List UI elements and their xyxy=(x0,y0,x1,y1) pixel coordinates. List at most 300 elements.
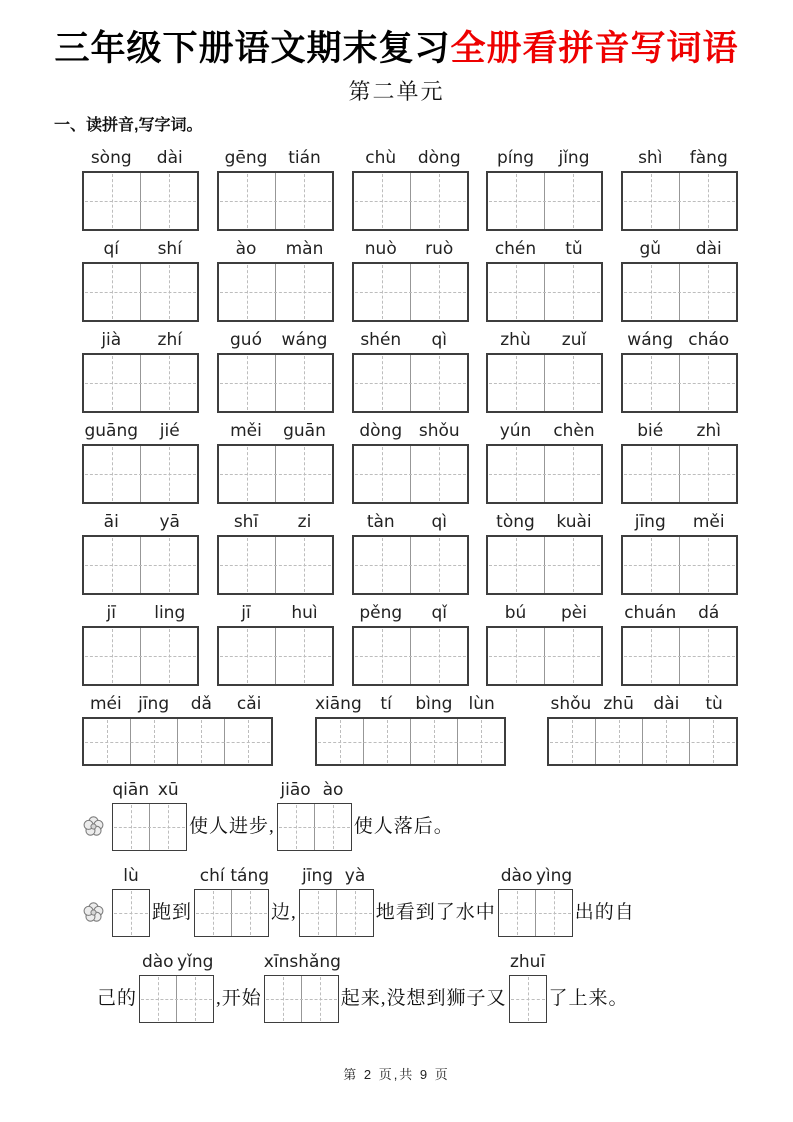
pinyin-syllable: qǐ xyxy=(431,603,447,623)
writing-cell xyxy=(301,976,338,1022)
writing-box xyxy=(486,262,603,322)
pinyin-syllable: jī xyxy=(241,603,251,623)
writing-cell xyxy=(679,264,736,320)
writing-cell xyxy=(544,537,601,593)
pinyin-word xyxy=(486,239,603,259)
pinyin-word xyxy=(194,866,269,886)
pinyin-word xyxy=(82,148,199,168)
writing-cell xyxy=(363,719,410,764)
pinyin-syllable: zhuī xyxy=(509,952,546,972)
pinyin-word xyxy=(217,603,334,623)
writing-cell xyxy=(623,264,679,320)
pinyin-syllable: jī xyxy=(106,603,116,623)
pinyin-syllable: dǎ xyxy=(190,694,212,714)
instruction-text: 一、读拼音,写字词。 xyxy=(54,117,203,134)
writing-box xyxy=(352,171,469,231)
writing-cell xyxy=(544,173,601,229)
sentence-row xyxy=(82,950,793,1023)
sentence-text: 己的 xyxy=(97,988,138,1009)
writing-cell xyxy=(219,173,275,229)
pinyin-syllable: shì xyxy=(638,148,663,168)
word-group xyxy=(486,421,603,504)
pinyin-syllable: shǒu xyxy=(418,421,460,441)
writing-cell xyxy=(130,719,177,764)
pinyin-syllable: xīn xyxy=(263,952,290,972)
pinyin-syllable: zhū xyxy=(603,694,634,714)
writing-cell xyxy=(84,628,140,684)
sentence-text: 了上来。 xyxy=(548,988,629,1009)
pinyin-syllable: gǔ xyxy=(639,239,662,259)
word-group xyxy=(621,421,738,504)
writing-cell xyxy=(219,446,275,502)
sentence-text: 使人进步, xyxy=(189,816,275,837)
pinyin-syllable: zhù xyxy=(500,330,531,350)
writing-box xyxy=(217,444,334,504)
writing-cell xyxy=(488,355,544,411)
writing-box xyxy=(82,262,199,322)
pinyin-syllable: jīng xyxy=(302,866,334,886)
pinyin-syllable: guāng xyxy=(84,421,139,441)
writing-cell xyxy=(623,537,679,593)
sentence-text: ,开始 xyxy=(216,988,262,1009)
word-group xyxy=(82,148,199,231)
word-group xyxy=(352,239,469,322)
word-group xyxy=(352,421,469,504)
pinyin-syllable: táng xyxy=(230,866,270,886)
writing-box xyxy=(112,803,187,851)
writing-box xyxy=(621,626,738,686)
word-group xyxy=(82,239,199,322)
writing-cell xyxy=(113,804,149,850)
pinyin-syllable: xū xyxy=(157,780,179,800)
writing-cell xyxy=(275,173,332,229)
writing-box xyxy=(486,353,603,413)
section-title: 第二单元 xyxy=(348,79,445,104)
writing-cell xyxy=(275,537,332,593)
title-black-part: 三年级下册语文期末复习 xyxy=(54,29,451,68)
sentence-section xyxy=(0,778,793,1036)
pinyin-syllable: huì xyxy=(291,603,318,623)
pinyin-syllable: dài xyxy=(156,148,183,168)
writing-box xyxy=(621,444,738,504)
pinyin-word xyxy=(486,603,603,623)
pinyin-syllable: jīng xyxy=(634,512,666,532)
word-group xyxy=(621,330,738,413)
pinyin-syllable: kuài xyxy=(556,512,592,532)
writing-cell xyxy=(354,537,410,593)
pinyin-word xyxy=(352,148,469,168)
writing-box xyxy=(621,171,738,231)
writing-cell xyxy=(314,804,351,850)
writing-cell xyxy=(499,890,535,936)
idiom-group xyxy=(547,694,738,766)
word-group xyxy=(352,603,469,686)
pinyin-syllable: jié xyxy=(159,421,180,441)
word-group xyxy=(486,603,603,686)
writing-cell xyxy=(219,264,275,320)
pinyin-syllable: yǐng xyxy=(177,952,214,972)
pinyin-syllable: měi xyxy=(692,512,725,532)
writing-cell xyxy=(595,719,642,764)
sentence-word-group xyxy=(139,952,214,1023)
writing-cell xyxy=(140,264,197,320)
word-group xyxy=(82,421,199,504)
pinyin-word xyxy=(82,694,273,714)
writing-cell xyxy=(278,804,314,850)
writing-box xyxy=(217,171,334,231)
writing-cell xyxy=(354,446,410,502)
pinyin-syllable: jiāo xyxy=(280,780,311,800)
sentence-word-group xyxy=(112,866,150,937)
writing-cell xyxy=(354,628,410,684)
writing-cell xyxy=(113,890,149,936)
pinyin-word xyxy=(299,866,374,886)
pinyin-syllable: zhì xyxy=(696,421,721,441)
writing-cell xyxy=(224,719,271,764)
title-red-part: 全册看拼音写词语 xyxy=(450,29,739,68)
pinyin-syllable: qì xyxy=(431,512,447,532)
writing-cell xyxy=(336,890,373,936)
pinyin-word xyxy=(217,239,334,259)
writing-box xyxy=(82,171,199,231)
writing-cell xyxy=(219,355,275,411)
pinyin-syllable: zi xyxy=(297,512,312,532)
pinyin-word xyxy=(352,330,469,350)
sentence-text: 跑到 xyxy=(152,902,193,923)
writing-box xyxy=(299,889,374,937)
word-group xyxy=(217,421,334,504)
writing-box xyxy=(509,975,547,1023)
writing-cell xyxy=(410,719,457,764)
pinyin-word xyxy=(315,694,506,714)
writing-box xyxy=(352,353,469,413)
writing-cell xyxy=(410,446,467,502)
writing-cell xyxy=(679,446,736,502)
writing-box xyxy=(217,353,334,413)
pinyin-syllable: dòng xyxy=(359,421,403,441)
pinyin-syllable: shǒu xyxy=(550,694,592,714)
writing-cell xyxy=(275,264,332,320)
pinyin-word xyxy=(621,330,738,350)
sentence-word-group xyxy=(112,780,187,851)
pinyin-syllable: shī xyxy=(233,512,259,532)
writing-cell xyxy=(231,890,268,936)
writing-cell xyxy=(84,446,140,502)
pinyin-word xyxy=(82,421,199,441)
pinyin-syllable: fàng xyxy=(689,148,728,168)
sentence-word-group xyxy=(509,952,547,1023)
writing-cell xyxy=(457,719,504,764)
writing-cell xyxy=(623,628,679,684)
writing-cell xyxy=(275,628,332,684)
pinyin-word xyxy=(509,952,547,972)
pinyin-syllable: měi xyxy=(230,421,262,441)
writing-cell xyxy=(544,446,601,502)
writing-cell xyxy=(544,355,601,411)
pinyin-syllable: lùn xyxy=(468,694,495,714)
writing-cell xyxy=(140,628,197,684)
pinyin-word xyxy=(82,330,199,350)
word-group xyxy=(486,512,603,595)
pinyin-syllable: jīng xyxy=(138,694,170,714)
sentence-row xyxy=(82,864,793,937)
pinyin-syllable: guān xyxy=(283,421,326,441)
pinyin-syllable: qí xyxy=(103,239,119,259)
writing-box xyxy=(547,717,738,766)
writing-cell xyxy=(317,719,363,764)
writing-cell xyxy=(510,976,546,1022)
word-group xyxy=(352,512,469,595)
sentence-word-group xyxy=(194,866,270,937)
writing-cell xyxy=(689,719,736,764)
word-group xyxy=(621,512,738,595)
writing-cell xyxy=(410,173,467,229)
writing-box xyxy=(217,626,334,686)
pinyin-syllable: wáng xyxy=(281,330,328,350)
pinyin-syllable: ruò xyxy=(425,239,454,259)
word-group xyxy=(217,512,334,595)
word-group xyxy=(486,239,603,322)
word-group xyxy=(486,148,603,231)
flower-icon xyxy=(82,815,105,838)
writing-box xyxy=(352,262,469,322)
writing-cell xyxy=(488,537,544,593)
writing-cell xyxy=(410,628,467,684)
pinyin-syllable: gēng xyxy=(224,148,268,168)
pinyin-syllable: shén xyxy=(360,330,402,350)
pinyin-syllable: bié xyxy=(637,421,664,441)
pinyin-syllable: chèn xyxy=(553,421,595,441)
pinyin-word xyxy=(264,952,339,972)
writing-cell xyxy=(549,719,595,764)
sentence-text: 出的自 xyxy=(574,902,635,923)
writing-cell xyxy=(84,719,130,764)
pinyin-syllable: jià xyxy=(101,330,122,350)
idiom-group xyxy=(82,694,273,766)
writing-box xyxy=(82,444,199,504)
pinyin-syllable: tí xyxy=(380,694,392,714)
writing-box xyxy=(139,975,214,1023)
pinyin-word xyxy=(486,421,603,441)
writing-cell xyxy=(679,355,736,411)
pinyin-syllable: dài xyxy=(653,694,680,714)
sentence-word-group xyxy=(299,866,374,937)
pinyin-word xyxy=(217,512,334,532)
pinyin-syllable: bìng xyxy=(415,694,453,714)
pinyin-syllable: shǎng xyxy=(289,952,341,972)
sentence-text: 边, xyxy=(271,902,297,923)
pinyin-syllable: dòng xyxy=(417,148,461,168)
pinyin-syllable: sòng xyxy=(90,148,132,168)
writing-cell xyxy=(354,264,410,320)
pinyin-word xyxy=(486,330,603,350)
pinyin-syllable: xiāng xyxy=(314,694,362,714)
sentence-word-group xyxy=(277,780,352,851)
pinyin-syllable: bú xyxy=(504,603,527,623)
writing-box xyxy=(486,535,603,595)
writing-box xyxy=(352,535,469,595)
writing-box xyxy=(82,535,199,595)
writing-cell xyxy=(354,173,410,229)
writing-cell xyxy=(410,537,467,593)
writing-box xyxy=(486,626,603,686)
writing-cell xyxy=(275,355,332,411)
writing-cell xyxy=(265,976,301,1022)
writing-cell xyxy=(623,446,679,502)
pinyin-word xyxy=(352,421,469,441)
word-row xyxy=(82,239,738,322)
writing-box xyxy=(498,889,573,937)
flower-icon xyxy=(82,901,105,924)
pinyin-syllable: guó xyxy=(230,330,262,350)
pinyin-word xyxy=(217,421,334,441)
writing-cell xyxy=(149,804,186,850)
writing-cell xyxy=(623,173,679,229)
pinyin-word xyxy=(621,239,738,259)
pinyin-word xyxy=(486,148,603,168)
writing-cell xyxy=(219,628,275,684)
pinyin-syllable: tián xyxy=(288,148,321,168)
writing-cell xyxy=(544,628,601,684)
writing-cell xyxy=(354,355,410,411)
writing-box xyxy=(82,717,273,766)
writing-cell xyxy=(275,446,332,502)
pinyin-syllable: ào xyxy=(235,239,257,259)
pinyin-syllable: tù xyxy=(705,694,723,714)
pinyin-syllable: ào xyxy=(322,780,344,800)
pinyin-syllable: cháo xyxy=(688,330,730,350)
writing-box xyxy=(112,889,150,937)
pinyin-syllable: shí xyxy=(157,239,182,259)
word-group xyxy=(352,148,469,231)
pinyin-word xyxy=(82,239,199,259)
page-footer: 第 2 页,共 9 页 xyxy=(343,1067,450,1082)
writing-box xyxy=(621,535,738,595)
pinyin-word xyxy=(277,780,352,800)
pinyin-syllable: zhí xyxy=(157,330,182,350)
idiom-row xyxy=(82,694,738,766)
writing-cell xyxy=(679,537,736,593)
sentence-text: 起来,没想到狮子又 xyxy=(340,988,507,1009)
writing-box xyxy=(352,626,469,686)
word-row xyxy=(82,330,738,413)
pinyin-syllable: tòng xyxy=(496,512,535,532)
pinyin-syllable: nuò xyxy=(364,239,397,259)
word-group xyxy=(621,239,738,322)
pinyin-syllable: chuán xyxy=(624,603,677,623)
pinyin-word xyxy=(621,603,738,623)
word-group xyxy=(621,603,738,686)
pinyin-syllable: yìng xyxy=(535,866,573,886)
pinyin-syllable: wáng xyxy=(627,330,674,350)
sentence-word-group xyxy=(498,866,573,937)
pinyin-syllable: tǔ xyxy=(565,239,583,259)
writing-box xyxy=(486,444,603,504)
writing-cell xyxy=(195,890,231,936)
pinyin-word xyxy=(352,512,469,532)
pinyin-word xyxy=(621,148,738,168)
pinyin-syllable: chù xyxy=(365,148,397,168)
pinyin-syllable: dào xyxy=(500,866,533,886)
writing-cell xyxy=(84,537,140,593)
pinyin-syllable: cǎi xyxy=(236,694,262,714)
pinyin-word xyxy=(486,512,603,532)
writing-cell xyxy=(176,976,213,1022)
pinyin-syllable: ling xyxy=(154,603,186,623)
writing-cell xyxy=(410,264,467,320)
writing-box xyxy=(621,353,738,413)
writing-box xyxy=(217,262,334,322)
pinyin-word xyxy=(352,603,469,623)
writing-box xyxy=(264,975,339,1023)
writing-cell xyxy=(219,537,275,593)
word-row xyxy=(82,603,738,686)
writing-box xyxy=(621,262,738,322)
pinyin-syllable: pěng xyxy=(359,603,403,623)
writing-cell xyxy=(488,173,544,229)
idiom-group xyxy=(314,694,506,766)
pinyin-syllable: méi xyxy=(90,694,122,714)
pinyin-syllable: chén xyxy=(494,239,537,259)
writing-cell xyxy=(140,537,197,593)
writing-cell xyxy=(488,264,544,320)
pinyin-word xyxy=(112,780,187,800)
pinyin-syllable: yā xyxy=(159,512,180,532)
writing-cell xyxy=(177,719,224,764)
pinyin-syllable: píng xyxy=(496,148,535,168)
writing-cell xyxy=(623,355,679,411)
writing-box xyxy=(82,626,199,686)
pinyin-word xyxy=(217,330,334,350)
pinyin-word xyxy=(352,239,469,259)
pinyin-syllable: màn xyxy=(285,239,324,259)
writing-cell xyxy=(140,355,197,411)
pinyin-word xyxy=(112,866,150,886)
pinyin-syllable: yà xyxy=(344,866,366,886)
writing-box xyxy=(486,171,603,231)
pinyin-word xyxy=(217,148,334,168)
pinyin-syllable: lù xyxy=(123,866,139,886)
writing-cell xyxy=(544,264,601,320)
writing-box xyxy=(352,444,469,504)
word-group xyxy=(82,330,199,413)
word-row xyxy=(82,421,738,504)
writing-cell xyxy=(140,446,197,502)
sentence-word-group xyxy=(263,952,341,1023)
word-row xyxy=(82,148,738,231)
page-title xyxy=(0,0,793,72)
word-group xyxy=(486,330,603,413)
word-group xyxy=(82,512,199,595)
pinyin-syllable: pèi xyxy=(561,603,587,623)
pinyin-syllable: zuǐ xyxy=(561,330,587,350)
writing-cell xyxy=(535,890,572,936)
pinyin-syllable: dá xyxy=(698,603,720,623)
pinyin-syllable: yún xyxy=(499,421,532,441)
pinyin-syllable: tàn xyxy=(366,512,395,532)
word-group xyxy=(217,603,334,686)
writing-box xyxy=(315,717,506,766)
pinyin-syllable: qì xyxy=(431,330,447,350)
writing-cell xyxy=(642,719,689,764)
writing-cell xyxy=(140,173,197,229)
pinyin-syllable: dài xyxy=(695,239,722,259)
writing-box xyxy=(194,889,269,937)
writing-cell xyxy=(140,976,176,1022)
pinyin-word xyxy=(547,694,738,714)
word-group xyxy=(217,239,334,322)
writing-box xyxy=(217,535,334,595)
